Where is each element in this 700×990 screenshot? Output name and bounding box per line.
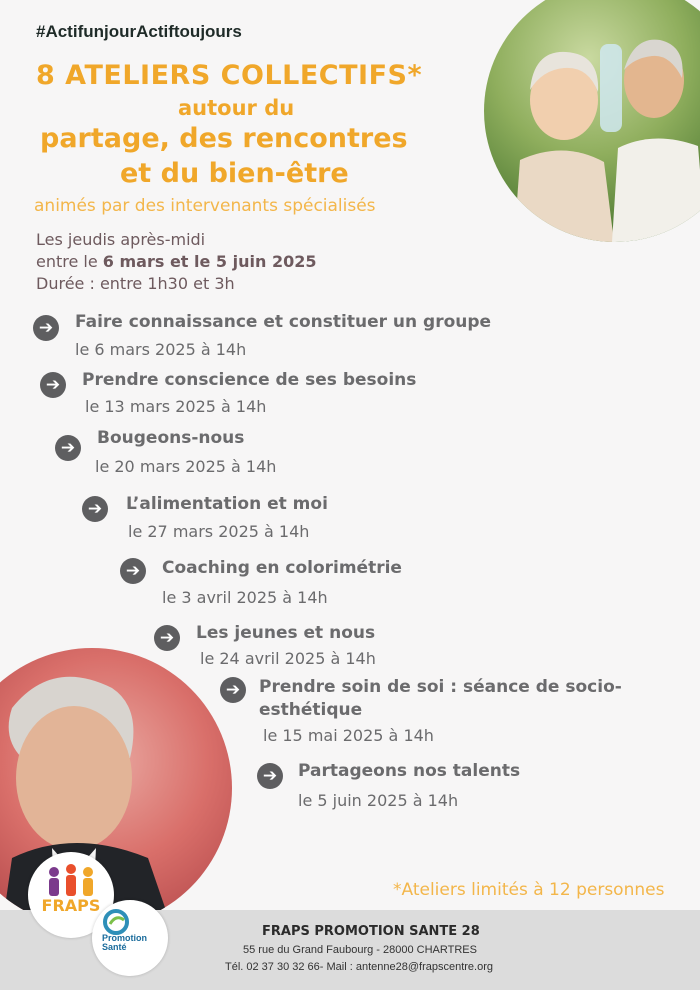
- workshop-7-date: le 15 mai 2025 à 14h: [263, 726, 434, 745]
- info-duration: Durée : entre 1h30 et 3h: [36, 274, 235, 293]
- workshop-4-title: L’alimentation et moi: [126, 494, 328, 514]
- fraps-logo-text: FRAPS: [41, 896, 101, 915]
- footer-address: 55 rue du Grand Faubourg - 28000 CHARTRES: [243, 944, 477, 956]
- info-dates-range: 6 mars et le 5 juin 2025: [102, 252, 317, 271]
- info-days: Les jeudis après-midi: [36, 230, 206, 249]
- title-line-2: autour du: [178, 96, 295, 120]
- promotion-sante-line1: Promotion: [102, 933, 147, 943]
- workshop-3-title: Bougeons-nous: [97, 428, 245, 448]
- title-line-3: partage, des rencontres: [40, 123, 408, 154]
- promotion-sante-logo: [92, 900, 168, 976]
- arrow-icon: ➔: [154, 625, 180, 651]
- arrow-icon: ➔: [33, 315, 59, 341]
- arrow-icon: ➔: [220, 677, 246, 703]
- workshop-2-title: Prendre conscience de ses besoins: [82, 370, 417, 390]
- subtitle: animés par des intervenants spécialisés: [34, 196, 376, 216]
- arrow-icon: ➔: [55, 435, 81, 461]
- workshop-1-title: Faire connaissance et constituer un groupe: [75, 312, 492, 332]
- limited-places-note: *Ateliers limités à 12 personnes: [393, 880, 665, 900]
- promotion-sante-line2: Santé: [102, 942, 127, 952]
- workshop-2-date: le 13 mars 2025 à 14h: [85, 397, 267, 416]
- photo-happy-seniors-illustration: [484, 0, 700, 242]
- workshop-7-title-line2: esthétique: [259, 700, 363, 720]
- title-line-1: 8 ATELIERS COLLECTIFS*: [36, 60, 423, 91]
- workshop-7-title: Prendre soin de soi : séance de socio-: [259, 677, 622, 697]
- hashtag: #ActifunjourActiftoujours: [36, 22, 242, 41]
- arrow-icon: ➔: [257, 763, 283, 789]
- photo-happy-seniors: [484, 0, 700, 242]
- info-dates-prefix: entre le: [36, 252, 103, 271]
- workshop-6-title: Les jeunes et nous: [196, 623, 376, 643]
- footer-contact: Tél. 02 37 30 32 66- Mail : antenne28@frapscentre.org: [225, 961, 493, 973]
- promotion-sante-logo-text: [102, 934, 147, 952]
- workshop-3-date: le 20 mars 2025 à 14h: [95, 457, 277, 476]
- workshop-4-date: le 27 mars 2025 à 14h: [128, 522, 310, 541]
- workshop-8-date: le 5 juin 2025 à 14h: [298, 791, 459, 810]
- info-dates: [36, 252, 316, 271]
- footer-org: FRAPS PROMOTION SANTE 28: [262, 924, 480, 939]
- arrow-icon: ➔: [82, 496, 108, 522]
- workshop-5-date: le 3 avril 2025 à 14h: [162, 588, 328, 607]
- arrow-icon: ➔: [40, 372, 66, 398]
- workshop-8-title: Partageons nos talents: [298, 761, 521, 781]
- workshop-6-date: le 24 avril 2025 à 14h: [200, 649, 376, 668]
- workshop-5-title: Coaching en colorimétrie: [162, 558, 402, 578]
- title-line-4: et du bien-être: [120, 158, 349, 189]
- arrow-icon: ➔: [120, 558, 146, 584]
- workshop-1-date: le 6 mars 2025 à 14h: [75, 340, 247, 359]
